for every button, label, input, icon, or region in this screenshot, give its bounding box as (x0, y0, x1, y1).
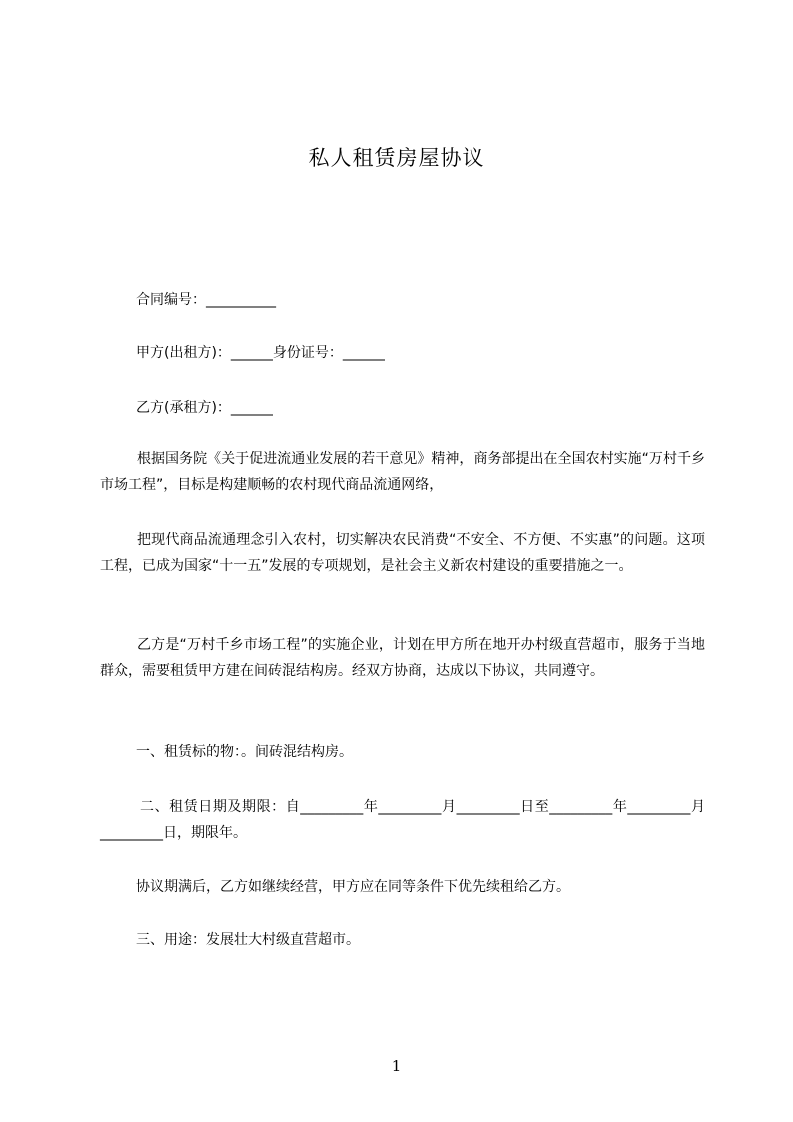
paragraph-purpose: 把现代商品流通理念引入农村，切实解决农民消费“不安全、不方便、不实惠”的问题。这项工程，已成为国家“十一五”发展的专项规划，是社会主义新农村建设的重要措施之一。 (100, 532, 705, 574)
renewal-line: 协议期满后，乙方如继续经营，甲方应在同等条件下优先续租给乙方。 (136, 879, 570, 895)
paragraph-agreement: 乙方是“万村千乡市场工程”的实施企业，计划在甲方所在地开办村级直营超市，服务于当地群众，需要租赁甲方建在间砖混结构房。经双方协商，达成以下协议，共同遵守。 (100, 637, 705, 679)
document-title: 私人租赁房屋协议 (308, 146, 485, 170)
party-a-line: 甲方(出租方)：______身份证号：______ (136, 345, 385, 361)
page-number: 1 (391, 1057, 402, 1075)
clause-1-subject: 一、租赁标的物：。间砖混结构房。 (136, 744, 353, 760)
paragraph-background: 根据国务院《关于促进流通业发展的若干意见》精神，商务部提出在全国农村实施“万村千乡市场工程”，目标是构建顺畅的农村现代商品流通网络， (100, 451, 705, 493)
contract-number-line: 合同编号：__________ (136, 292, 276, 308)
party-b-line: 乙方(承租方)：______ (136, 400, 273, 416)
clause-2-term: 二、租赁日期及期限：自_________年_________月_________日至_________年_________月_________日，期限年。 (100, 799, 705, 841)
clause-3-usage: 三、用途：发展壮大村级直营超市。 (136, 932, 360, 948)
